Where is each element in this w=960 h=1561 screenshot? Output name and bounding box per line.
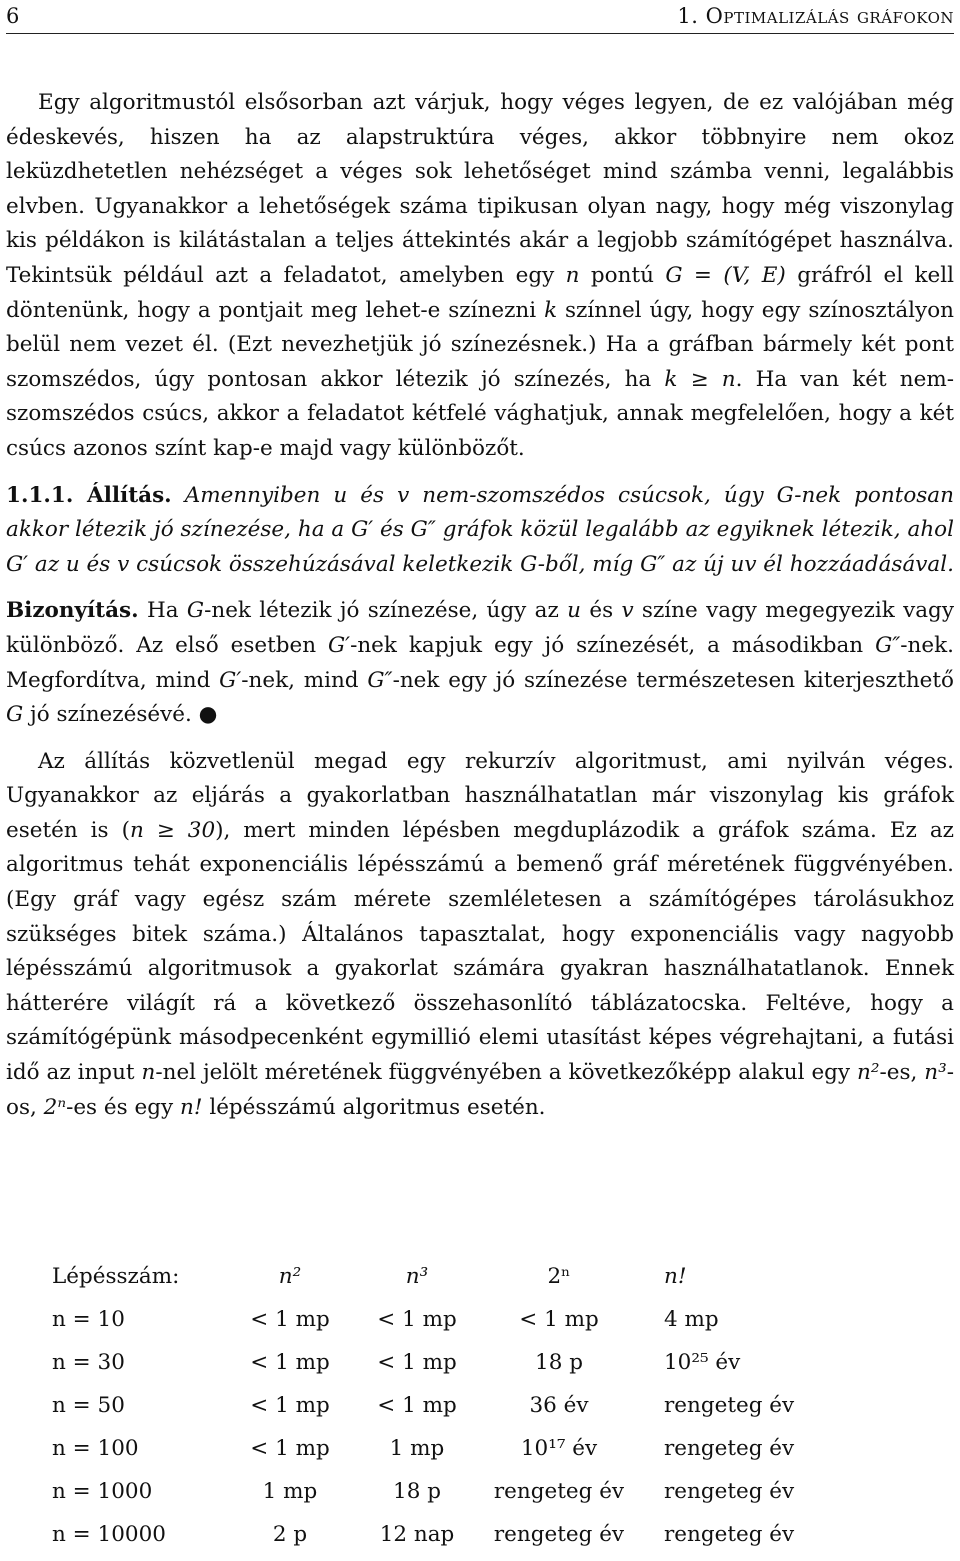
math-inline: G [6, 702, 24, 728]
table-cell: 1 mp [389, 1436, 445, 1461]
table-cell: 1 mp [262, 1479, 318, 1504]
table-cell: 18 p [393, 1479, 441, 1504]
table-cell: rengeteg év [493, 1479, 625, 1504]
proof-paragraph [6, 594, 954, 732]
table-cell: < 1 mp [250, 1436, 330, 1461]
text-run: . Ha van két nem-szomszédos csúcs, akkor a feladatot kétfelé vághatjuk, annak megfelelően, hogy a két csúcs azonos színt kap-e majd vagy különbözőt. [6, 366, 954, 461]
math-inline: u [567, 598, 581, 624]
text-run: gráfról el kell döntenünk, hogy a pontjait meg lehet-e színezni [6, 262, 954, 323]
table-header-cell: n³ [405, 1264, 429, 1289]
math-inline: v [621, 598, 634, 624]
table-cell: n = 1000 [52, 1479, 153, 1504]
table-row [52, 1303, 912, 1346]
math-inline: n! [179, 1094, 203, 1120]
text-run: -nek egy jó színezése természetesen kiterjeszthető [392, 667, 954, 693]
text-run: -es, [879, 1060, 925, 1086]
table-cell: < 1 mp [377, 1350, 457, 1375]
table-cell: n = 100 [52, 1436, 139, 1461]
table-cell: n = 10 [52, 1307, 125, 1332]
text-body [6, 86, 954, 1125]
proof-label: Bizonyítás. [6, 598, 139, 624]
claim-label: 1.1.1. Állítás. [6, 482, 172, 508]
qed-mark: ● [191, 702, 218, 728]
table-cell: 18 p [535, 1350, 583, 1375]
math-inline: k [544, 297, 558, 323]
text-run: Az állítás közvetlenül megad egy rekurzív algoritmust, ami nyilván véges. Ugyanakkor az eljárás a gyakorlatban használhatatlan már viszonylag kis gráfok esetén is ( [6, 748, 954, 843]
table-cell: < 1 mp [377, 1393, 457, 1418]
text-run: pontú [579, 262, 666, 288]
table-cell: < 1 mp [519, 1307, 599, 1332]
table-cell: < 1 mp [250, 1307, 330, 1332]
table-cell: rengeteg év [664, 1393, 795, 1418]
text-run: lépésszámú algoritmus esetén. [202, 1094, 546, 1120]
math-inline: 2ⁿ [43, 1094, 67, 1120]
table-cell: < 1 mp [250, 1393, 330, 1418]
claim-paragraph [6, 479, 954, 583]
table-cell: 12 nap [379, 1522, 455, 1547]
math-inline: n [565, 262, 580, 288]
table-cell: n = 30 [52, 1350, 125, 1375]
math-inline: G = (V, E) [665, 262, 786, 288]
text-run: -es és egy [66, 1094, 180, 1120]
table-cell: n = 10000 [52, 1522, 166, 1547]
table-cell: < 1 mp [250, 1350, 330, 1375]
table-header-cell: n² [278, 1264, 302, 1289]
running-title: 1. Optimalizálás gráfokon [677, 4, 954, 28]
paragraph-complexity [6, 745, 954, 1126]
table-header-row [52, 1260, 912, 1303]
table-cell: 10²⁵ év [664, 1350, 741, 1375]
table-cell: rengeteg év [664, 1479, 795, 1504]
table-row [52, 1475, 912, 1518]
math-inline: G′ [219, 667, 242, 693]
text-run: színnel úgy, hogy egy színosztályon belül nem vezet él. (Ezt nevezhetjük jó színezésnek.) Ha a gráfban bármely két pont szomszédos, úgy pontosan akkor létezik jó színezés, ha [6, 297, 954, 392]
page-number: 6 [6, 4, 20, 28]
math-inline: n [141, 1060, 156, 1086]
table-row [52, 1518, 912, 1561]
table-header-cell: n! [664, 1264, 687, 1289]
table-header-cell: Lépésszám: [52, 1264, 180, 1289]
text-run: jó színezésévé. [23, 702, 192, 728]
table-cell: rengeteg év [664, 1522, 795, 1547]
claim-text: Amennyiben u és v nem-szomszédos csúcsok, úgy G-nek pontosan akkor létezik jó színezése, ha a G′ és G″ gráfok közül legalább az egyiknek létezik, ahol G′ az u és v csúcsok összehúzásával keletkezik G-ből, míg G″ az új uv él hozzáadásával. [6, 482, 954, 577]
runtime-table [52, 1260, 912, 1561]
table-row [52, 1346, 912, 1389]
text-run: Egy algoritmustól elsősorban azt várjuk, hogy véges legyen, de ez valójában még édeskevés, hiszen ha az alapstruktúra véges, akkor többnyire nem okoz leküzdhetetlen nehézséget a véges sok lehetőséget mind számba venni, legalábbis elvben. Ugyanakkor a lehetőségek száma tipikusan olyan nagy, hogy még viszonylag kis példákon is kilátástalan a teljes áttekintés akár a legjobb számítógépet használva. Tekintsük például azt a feladatot, amelyben egy [6, 90, 954, 288]
table-cell: 2 p [272, 1522, 308, 1547]
table-cell: rengeteg év [493, 1522, 625, 1547]
text-run: -nek kapjuk egy jó színezését, a másodikban [350, 632, 876, 658]
table-cell: n = 50 [52, 1393, 125, 1418]
math-inline: n³ [924, 1060, 947, 1086]
table-cell: rengeteg év [664, 1436, 795, 1461]
text-run: -nek létezik jó színezése, úgy az [204, 598, 568, 624]
paragraph-intro [6, 86, 954, 467]
table-row [52, 1432, 912, 1475]
text-run: ), mert minden lépésben megduplázodik a gráfok száma. Ez az algoritmus tehát exponenciális lépésszámú a bemenő gráf méretének függvényében. (Egy gráf vagy egész szám mérete szemléletesen a számítógépes tárolásukhoz szükséges bitek száma.) Általános tapasztalat, hogy exponenciális vagy nagyobb lépésszámú algoritmusok a gyakorlat számára gyakran használhatatlanok. Ennek hátterére világít rá a következő összehasonlító táblázatocska. Feltéve, hogy a számítógépünk másodpecenként egymillió elemi utasítást képes végrehajtani, a futási idő az input [6, 817, 954, 1086]
table-row [52, 1389, 912, 1432]
math-inline: G″ [875, 632, 901, 658]
text-run: -nek, mind [241, 667, 368, 693]
math-inline: n² [857, 1060, 880, 1086]
page-header [6, 2, 954, 30]
math-inline: G″ [367, 667, 393, 693]
math-inline: n ≥ 30 [129, 817, 216, 843]
math-inline: G [186, 598, 205, 624]
text-run: -nel jelölt méretének függvényében a következőképp alakul egy [155, 1060, 857, 1086]
text-run: és [581, 598, 622, 624]
text-run: -os, [6, 1060, 954, 1120]
table-cell: 4 mp [664, 1307, 719, 1332]
table-cell: < 1 mp [377, 1307, 457, 1332]
text-run: -nek. Megfordítva, mind [6, 632, 954, 693]
table-header-cell: 2ⁿ [547, 1264, 571, 1289]
header-rule [6, 33, 954, 34]
table-cell: 10¹⁷ év [520, 1436, 598, 1461]
text-run: Ha [138, 598, 187, 624]
math-inline: k ≥ n [664, 366, 736, 392]
table-cell: 36 év [529, 1393, 589, 1418]
math-inline: G′ [328, 632, 351, 658]
text-run: színe vagy megegyezik vagy különböző. Az első esetben [6, 598, 954, 658]
